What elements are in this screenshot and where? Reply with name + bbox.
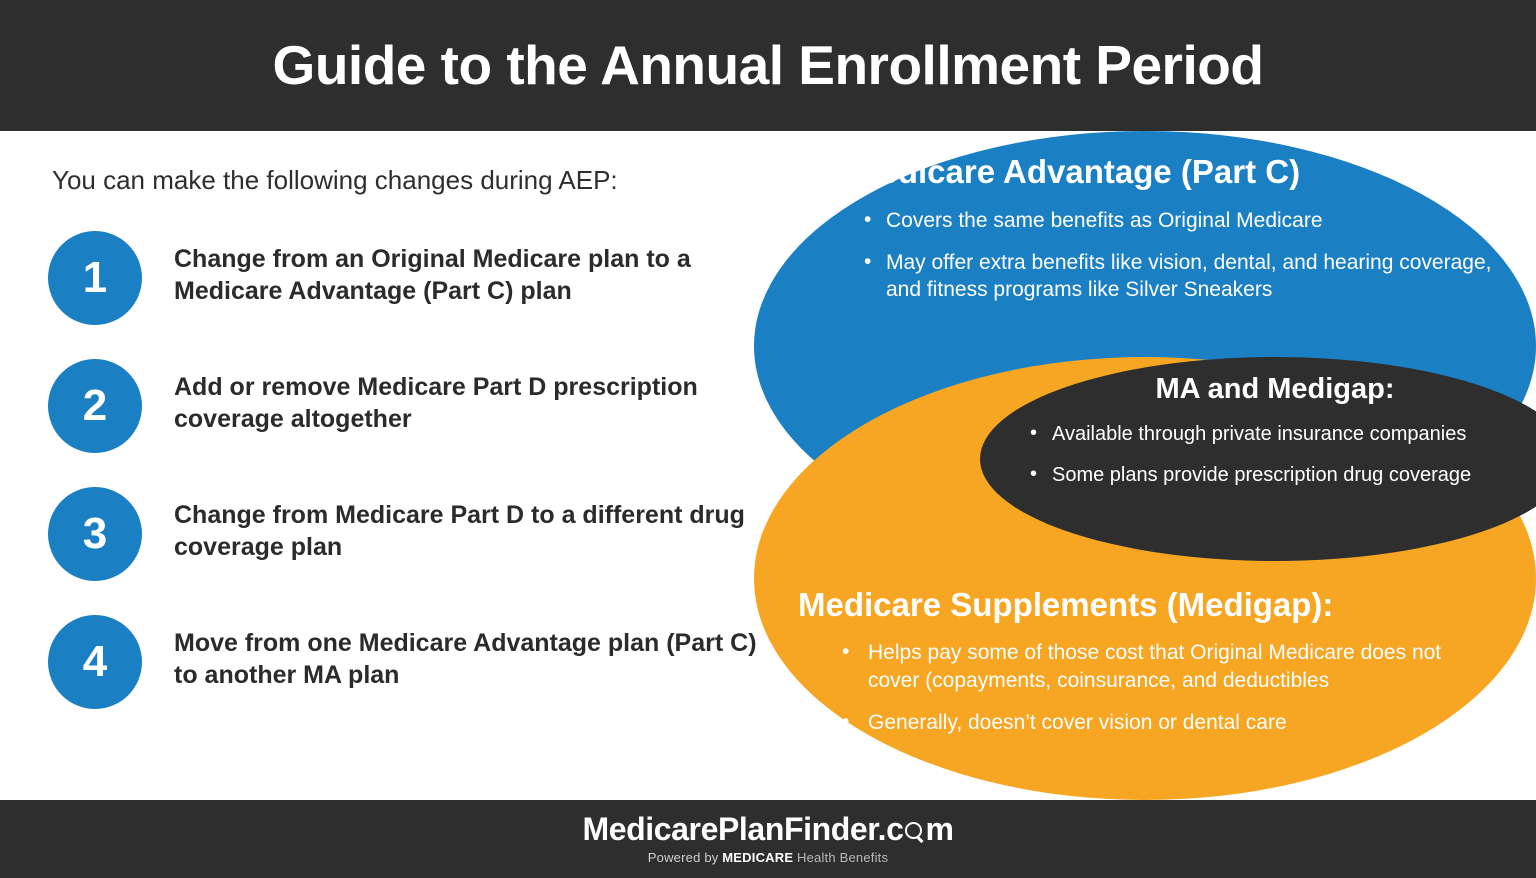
tagline-suffix: Health Benefits xyxy=(793,849,889,865)
venn-overlap-region xyxy=(980,357,1536,561)
venn-blue-list xyxy=(862,207,1502,318)
list-item: • Helps pay some of those cost that Original Medicare does not cover (copayments, coinsurance, and deductibles xyxy=(838,639,1498,695)
list-item: • May offer extra benefits like vision, dental, and hearing coverage, and fitness programs like Silver Sneakers xyxy=(862,249,1502,304)
footer-content xyxy=(0,800,1536,878)
brand-main-text: MedicarePlanFinder.c xyxy=(582,811,904,848)
list-item: • Available through private insurance companies xyxy=(1030,421,1536,447)
list-item xyxy=(48,359,758,455)
brand-suffix-text: m xyxy=(925,811,954,848)
header-bar xyxy=(0,0,1536,131)
step-text: Change from Medicare Part D to a different drug coverage plan xyxy=(174,501,745,561)
step-text: Change from an Original Medicare plan to a Medicare Advantage (Part C) plan xyxy=(174,245,691,305)
step-number-badge: 4 xyxy=(48,615,142,709)
left-column xyxy=(0,131,770,800)
list-item: • Generally, doesn’t cover vision or dental care xyxy=(838,709,1498,737)
brand-logo xyxy=(582,813,953,847)
footer-tagline xyxy=(648,850,888,865)
list-item xyxy=(48,615,758,711)
venn-diagram xyxy=(742,131,1536,800)
venn-overlap-list xyxy=(1030,421,1536,503)
venn-blue-title: Medicare Advantage (Part C) xyxy=(852,153,1301,190)
tagline-prefix: Powered by xyxy=(647,849,723,865)
list-item: • Some plans provide prescription drug coverage xyxy=(1030,462,1536,488)
list-item xyxy=(48,231,758,327)
tagline-brand: MEDICARE xyxy=(722,849,794,865)
venn-overlap-title: MA and Medigap: xyxy=(1155,373,1395,405)
step-number-badge: 2 xyxy=(48,359,142,453)
step-text: Move from one Medicare Advantage plan (Part C) to another MA plan xyxy=(174,629,757,689)
steps-list xyxy=(48,231,758,743)
venn-orange-list xyxy=(838,639,1498,751)
venn-orange-title: Medicare Supplements (Medigap): xyxy=(798,586,1334,623)
step-number-badge: 3 xyxy=(48,487,142,581)
step-number-badge: 1 xyxy=(48,231,142,325)
magnifier-icon xyxy=(903,821,925,843)
page-title: Guide to the Annual Enrollment Period xyxy=(272,34,1264,96)
list-item: • Covers the same benefits as Original Medicare xyxy=(862,207,1502,235)
list-item xyxy=(48,487,758,583)
intro-text: You can make the following changes during AEP: xyxy=(52,165,618,195)
footer-bar xyxy=(0,800,1536,878)
step-text: Add or remove Medicare Part D prescription coverage altogether xyxy=(174,373,698,433)
